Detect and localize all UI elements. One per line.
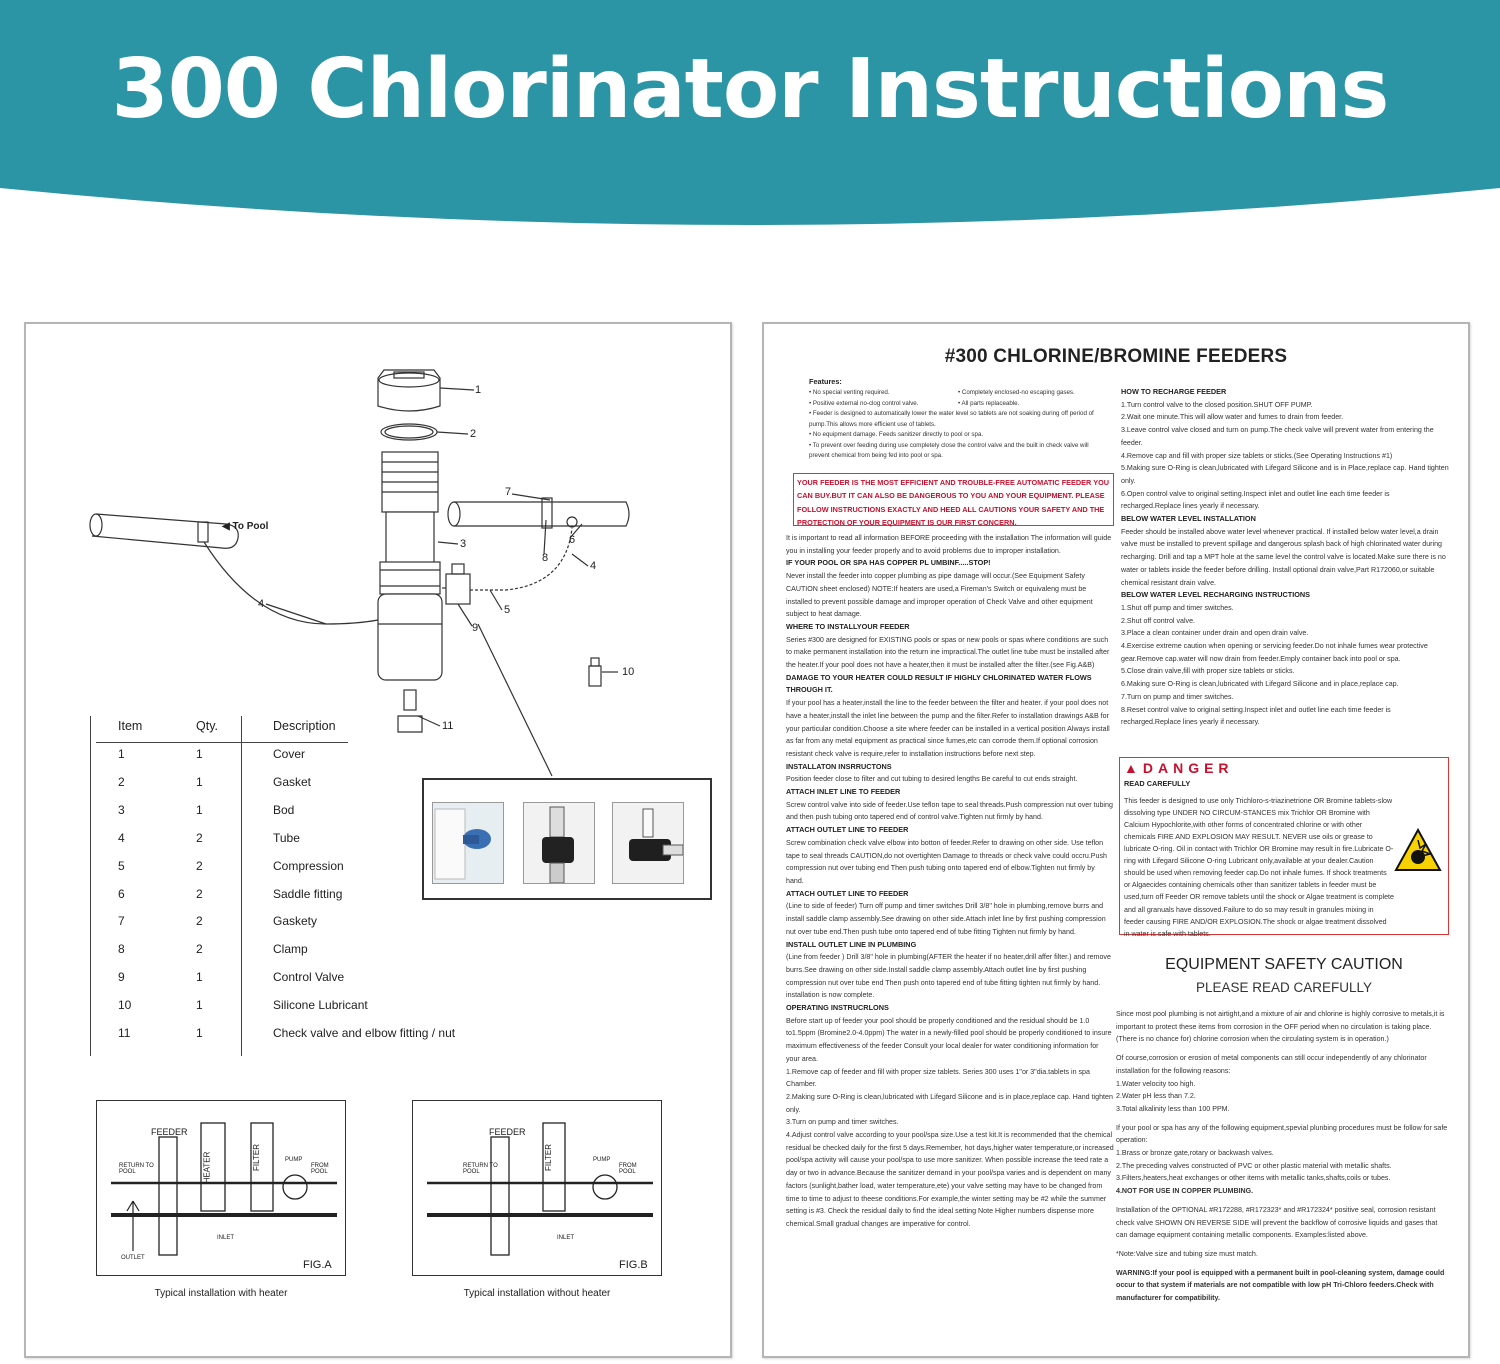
parts-diagram-sheet — [24, 322, 732, 1358]
paragraph: 6.Open control valve to original setting.Inspect inlet and outlet line each time feeder is recharged.Replace lines yearly if necessary. — [1121, 489, 1390, 511]
paragraph: 4.Exercise extreme caution when opening or servicing feeder.Do not inhale fumes wear protective gear.Remove cap.water will now drain from feeder.Emply container back into pool or spa. — [1121, 642, 1428, 663]
paragraph: 3.Leave control valve closed and turn on pump.The check valve will prevent water from entering the feeder. — [1121, 426, 1434, 447]
paragraph: 5.Making sure O-Ring is clean,lubricated with Lifegard Silicone and is in Place,replace cap. Hand tighten only. — [1121, 464, 1449, 485]
item-number: 10 — [118, 998, 132, 1013]
installation-without-heater-diagram — [413, 1101, 661, 1275]
caution-title: EQUIPMENT SAFETY CAUTION — [1165, 956, 1403, 973]
return-to-pool-label: RETURN TO POOL — [463, 1163, 498, 1175]
paragraph: If your pool or spa has any of the following equipment,spevial plunbing procedures must be follow for safe operation: — [1116, 1123, 1448, 1145]
paragraph: 4.Adjust control valve according to your pool/spa size.Use a test kit.It is recommended that the chemical residual be checked daily for the first 5 days.Remember, hot days,higher water temperature,or increased pool/spa activity will cause your pool/spa to use more sanitizer. When possible increase the teed rate a day or two in advance.Because the sanitizer demand in your pool/spa varies and is dependent on many factors (sunlight,bather load, water temperature,ete) your valve setting may have to be changed from time to time to adjust to theese conditions.For example,the winter setting may be #2 while the summer setting is #3. Check the residual daily to find the ideal setting Note Higher numbers dispense more chemical.Small gradual changes are imperative for control. — [786, 1131, 1114, 1228]
return-to-pool-label: RETURN TO POOL — [119, 1163, 154, 1175]
inlet-label: INLET — [217, 1235, 235, 1241]
section-heading: OPERATING INSTRUCRLONS — [786, 1003, 889, 1013]
paragraph: 8.Reset control valve to original setting.Inspect inlet and outlet line each time feeder is recharged.Replace lines yearly if necessary. — [1121, 705, 1391, 727]
description: Saddle fitting — [273, 886, 343, 901]
feature-item: • No equipment damage. Feeds sanitizer directly to pool or spa. — [809, 431, 984, 438]
explosion-hazard-icon — [1394, 828, 1442, 872]
paragraph: It is important to read all information BEFORE proceeding with the installation The information will guide you in installing your feeder properly and to avoid problems due to improper installation. — [786, 534, 1112, 555]
callout-8: 8 — [542, 552, 549, 564]
callout-5: 5 — [504, 604, 511, 616]
instructions-left-column — [786, 532, 1114, 1231]
figure-caption: Typical installation with heater — [154, 1288, 288, 1299]
column-header-qty: Qty. — [196, 719, 218, 733]
paragraph: 3.Turn on pump and timer switches. — [786, 1118, 899, 1127]
section-heading: BELOW WATER LEVEL INSTALLATION — [1121, 514, 1256, 524]
quantity: 2 — [196, 914, 203, 929]
section-heading: HOW TO RECHARGE FEEDER — [1121, 387, 1227, 396]
feature-item: • No special venting required. — [809, 389, 890, 396]
instructions-sheet — [762, 322, 1470, 1358]
description: Check valve and elbow fitting / nut — [273, 1026, 456, 1040]
caution-subtitle: PLEASE READ CAREFULLY — [1195, 980, 1373, 995]
quantity: 2 — [196, 858, 203, 873]
callout-4-left: 4 — [258, 598, 265, 610]
item-number: 6 — [118, 886, 125, 901]
feature-item: • To prevent over feeding during use completely close the control valve and the built in check valve will prevent chemical from being fed into pool or spa. — [809, 441, 1089, 459]
section-heading: INSTALLATON INSRRUCTONS — [786, 761, 892, 771]
instructions-right-column — [1121, 386, 1451, 729]
installation-with-heater-diagram — [97, 1101, 345, 1275]
valve-photo — [432, 802, 504, 884]
description: Clamp — [273, 942, 308, 957]
feature-item: • All parts replaceable. — [958, 399, 1020, 407]
paragraph: Position feeder close to filter and cut tubing to desired lengths Be careful to cut ends straight. — [786, 775, 1078, 784]
section-heading: INSTALL OUTLET LINE IN PLUMBING — [786, 939, 917, 949]
danger-title: ▲DANGER — [1124, 760, 1234, 776]
figure-a — [96, 1100, 346, 1276]
feature-item: • Positive external no-clog control valve. — [809, 399, 919, 407]
item-number: 9 — [118, 970, 125, 985]
page-title: 300 Chlorinator Instructions — [111, 42, 1389, 137]
outlet-label: OUTLET — [121, 1255, 145, 1261]
paragraph: Screw combination check valve elbow into botton of feeder.Refer to drawing on other side. Use teflon tape to seal threads CAUTION,do not overtighten Damage to threads or check valve could occru.Push compression nut over tubing end Then push tubing onto tapered end of elbow.Tighten nut firmly by hand. — [786, 838, 1107, 885]
filter-label: FILTER — [251, 1144, 261, 1171]
paragraph: 5.Close drain valve,fill with proper size tablets or sticks. — [1121, 667, 1295, 676]
filter-label: FILTER — [543, 1144, 553, 1171]
figure-tag: FIG.A — [303, 1259, 332, 1271]
item-number: 3 — [118, 802, 125, 817]
header-banner — [0, 0, 1500, 240]
to-pool-label: ◀ To Pool — [222, 521, 269, 532]
column-header-description: Description — [273, 719, 336, 733]
pump-label: PUMP — [593, 1157, 611, 1163]
features-heading: Features: — [809, 377, 842, 386]
heater-label: HEATER — [202, 1151, 212, 1184]
item-number: 4 — [118, 830, 125, 845]
paragraph: 1.Shut off pump and timer switches. — [1121, 603, 1234, 612]
pump-label: PUMP — [285, 1157, 303, 1163]
warning-box: YOUR FEEDER IS THE MOST EFFICIENT AND TROUBLE-FREE AUTOMATIC FEEDER YOU CAN BUY.BUT IT CAN ALSO BE DANGEROUS TO YOU AND YOUR EQUIPMENT. PLEASE FOLLOW INSTRUCTIONS EXACTLY AND HEED ALL CAUTIONS YOUR SAFETY AND THE PROTECTION OF YOUR EQUIPMENT IS OUR FIRST CONCERN. — [793, 473, 1114, 526]
description: Tube — [273, 830, 300, 845]
paragraph: 2.Wait one minute.This will allow water and fumes to drain from feeder. — [1121, 413, 1344, 422]
figure-tag: FIG.B — [619, 1259, 648, 1271]
from-pool-label: FROM POOL — [619, 1163, 637, 1175]
callout-2: 2 — [470, 428, 477, 440]
callout-1: 1 — [475, 384, 482, 396]
table-divider — [96, 742, 348, 743]
paragraph: Installation of the OPTIONAL #R172288, #R172323* and #R172324* positive seal, corrosion resistant check valve SHOWN ON REVERSE SIDE will prevent the backflow of corrosive liquids and gases that can damage equipment containing metallic components. Examples:listed above. — [1116, 1205, 1438, 1240]
quantity: 2 — [196, 886, 203, 901]
feature-item: • Completely enclosed-no escaping gases. — [958, 389, 1075, 396]
danger-box — [1119, 757, 1449, 938]
paragraph: 4.Remove cap and fill with proper size tablets or sticks.(See Operating Instructions #1) — [1121, 451, 1393, 460]
check-valve-photos — [422, 778, 712, 900]
item-number: 8 — [118, 942, 125, 957]
callout-7: 7 — [505, 486, 512, 498]
paragraph: 2.Making sure O-Ring is clean,lubricated with Lifegard Silicone and is in place,replace cap. Hand tighten only. — [786, 1092, 1113, 1114]
item-number: 2 — [118, 774, 125, 789]
quantity: 1 — [196, 1026, 203, 1040]
danger-subhead: READ CAREFULLY — [1124, 779, 1191, 788]
figure-caption: Typical installation without heater — [463, 1288, 611, 1299]
section-heading: ATTACH OUTLET LINE TO FEEDER — [786, 825, 909, 835]
paragraph: 2.Water pH less than 7.2. — [1116, 1092, 1196, 1101]
description: Silicone Lubricant — [273, 998, 368, 1013]
paragraph: Screw control valve into side of feeder.Use teflon tape to seal threads.Push compression nut over tubing and then push tubing onto tapered end of control valve.Tighten nut firmly by hand. — [786, 800, 1113, 822]
paragraph: 1.Turn control valve to the closed position.SHUT OFF PUMP. — [1121, 400, 1313, 409]
quantity: 1 — [196, 970, 203, 985]
paragraph: 2.The preceding valves constructed of PVC or other plastic material with metallic shafts. — [1116, 1161, 1392, 1170]
table-divider — [90, 716, 91, 1056]
table-divider — [241, 716, 242, 1056]
callout-11: 11 — [442, 720, 454, 732]
paragraph: 3.Place a clean container under drain and open drain valve. — [1121, 629, 1309, 638]
valve-photo — [612, 802, 684, 884]
paragraph: Feeder should be installed above water level whenever practical. If installed below water level,a drain valve must be installed to prevent spillage and dangerous splash back of high chlorinated water during recharging. Drill and tap a MPT hole at the same level the control valve is located.Make sure there is no water or tablets inside the feeder before drilling. Install optional drain valve,Part R172060,or suitable chemical resistant drain valve. — [1121, 527, 1446, 587]
callout-6: 6 — [569, 534, 576, 546]
item-number: 1 — [118, 747, 125, 761]
paragraph: *Note:Valve size and tubing size must match. — [1116, 1249, 1258, 1258]
sheet-title: #300 CHLORINE/BROMINE FEEDERS — [944, 346, 1288, 367]
paragraph: Before start up of feeder your pool should be properly conditioned and the residual should be 1.0 to1.5ppm (Bromine2.0-4.0ppm) The water in a newly-filled pool should be properly conditioned to insure maximum effectiveness of the feeder Consult your local dealer for water conditioning information for your area. — [786, 1016, 1112, 1063]
column-header-item: Item — [118, 719, 143, 733]
callout-9: 9 — [472, 622, 479, 634]
valve-photo — [523, 802, 595, 884]
paragraph: 7.Turn on pump and timer switches. — [1121, 692, 1234, 701]
paragraph: 6.Making sure O-Ring is clean,lubricated with Lifegard Silicone and in place,replace cap. — [1121, 680, 1399, 689]
danger-text: This feeder is designed to use only Trichloro-s-triazinetrione OR Bromine tablets-slow dissolving type UNDER NO CIRCUM-STANCES mix Trichlor OR Bromine with Calcium Hypochlorite,with other forms of concentrated chlorine or with other chemicals FIRE AND EXPLOSION MAY RESULT. NEVER use oils or grease to lubricate O-ring. Oil in contact with Trichlor OR Bromine may result in fire.Lubricate O-ring with Lifegard Silicone O-ring Lubricant only,available at your dealer.Caution should be used when removing feeder cap.Do not inhale fumes. If shock treatments or Algaecides containing chemicals other than sanitizer tablets in feeder must be used,turn off Feeder OR remove tablets until the shock or Algae treatment is complete and all granuals have dissoved.Failure to do so may result in granules mixing in feeder causing FIRE AND/OR EXPLOSION.The shock or algae treatment dissolved in water is safe with tablets. — [1124, 796, 1394, 938]
quantity: 2 — [196, 830, 203, 845]
description: Cover — [273, 747, 306, 761]
paragraph: Series #300 are designed for EXISTING pools or spas or new pools or spas where conditions are such to make permanent installation into the return ine impractical.The outlet line tube must be installed after the heater.If your pool does not have a heater,then it must be installed after the filter.(see Fig.A&B) — [786, 635, 1110, 670]
from-pool-label: FROM POOL — [311, 1163, 329, 1175]
callout-10: 10 — [622, 666, 635, 678]
paragraph: 3.Total alkalinity less than 100 PPM. — [1116, 1104, 1230, 1113]
section-heading: BELOW WATER LEVEL RECHARGING INSTRUCTIONS — [1121, 590, 1311, 600]
callout-4-right: 4 — [590, 560, 597, 572]
quantity: 1 — [196, 747, 203, 761]
paragraph: Since most pool plumbing is not airtight,and a mixture of air and chlorine is highly corrosive to metals,it is important to protect these items from corrosion in the OFF period when no circulation is taking place. (There is no chance for) chlorine corrosion when the circulating system is in operation.) — [1116, 1010, 1445, 1044]
paragraph: 1.Water velocity too high. — [1116, 1079, 1196, 1088]
paragraph: Never install the feeder into copper plumbing as pipe damage will occur.(See Equipment Safety CAUTION sheet enclosed) NOTE:If heaters are used,a Fireman's Switch or equivaleng must be installed to prevent possible damage and improper operation of Check Valve and other equipment subject to heat damage. — [786, 572, 1093, 619]
item-number: 7 — [118, 914, 125, 929]
paragraph: 1.Remove cap of feeder and fill with proper size tablets. Series 300 uses 1"or 3"dia.tablets in spa Chamber. — [786, 1067, 1090, 1089]
section-heading: ATTACH OUTLET LINE TO FEEDER — [786, 888, 909, 898]
paragraph: 4.NOT FOR USE IN COPPER PLUMBING. — [1116, 1187, 1254, 1196]
quantity: 1 — [196, 998, 203, 1013]
feeder-label: FEEDER — [489, 1127, 526, 1137]
features-list-right — [958, 388, 1108, 409]
inlet-label: INLET — [557, 1235, 575, 1241]
feeder-label: FEEDER — [151, 1127, 188, 1137]
figure-b — [412, 1100, 662, 1276]
section-heading: ATTACH INLET LINE TO FEEDER — [786, 787, 901, 797]
paragraph: Of course,corrosion or erosion of metal components can still occur independently of any chlorinator installation for the following reasons: — [1116, 1054, 1427, 1075]
section-heading: DAMAGE TO YOUR HEATER COULD RESULT IF HIGHLY CHLORINATED WATER FLOWS THROUGH IT. — [786, 672, 1092, 695]
feature-item: • Feeder is designed to automatically lower the water level so tablets are not soaking during off period of pump.This allows more efficient use of tablets. — [809, 410, 1094, 428]
description: Control Valve — [273, 970, 345, 985]
quantity: 1 — [196, 802, 203, 817]
paragraph: (Line to side of feeder) Turn off pump and timer switches Drill 3/8" hole in plumbing,remove burrs and install saddle clamp assembly.See drawing on other side.Attach inlet line by first pushing compression nut over tube end.Then push tube onto tapered end of tube fitting Tighten nut firmly by hand. — [786, 902, 1106, 936]
section-heading: IF YOUR POOL OR SPA HAS COPPER PL UMBINF.....STOP! — [786, 558, 991, 568]
item-number: 5 — [118, 858, 125, 873]
quantity: 1 — [196, 774, 203, 789]
quantity: 2 — [196, 942, 203, 957]
section-heading: WHERE TO INSTALLYOUR FEEDER — [786, 621, 910, 631]
paragraph: WARNING:If your pool is equipped with a permanent built in pool-cleaning system, damage could occur to that system if materials are not compatible with low pH Tri-Chloro feeders.Check with manufacturer for compatibility. — [1116, 1268, 1445, 1303]
description: Compression — [273, 858, 344, 873]
callout-3: 3 — [460, 538, 467, 550]
paragraph: 2.Shut off control valve. — [1121, 616, 1196, 625]
paragraph: 1.Brass or bronze gate,rotary or backwash valves. — [1116, 1149, 1274, 1158]
description: Gasket — [273, 774, 312, 789]
item-number: 11 — [118, 1026, 131, 1040]
paragraph: 3.Filters,heaters,heat exchanges or other items with metallic tanks,shafts,coils or tubes. — [1116, 1174, 1391, 1183]
paragraph: (Line from feeder ) Drill 3/8" hole in plumbing(AFTER the heater if no heater,drill affer filter.) and remove burrs.See drawing on other side.Install saddle clamp assembly.Attach outlet line by first pushing compression nut over tube end Then push onto tapered end of tube fitting tighten nut firmly by hand. installation is now complete. — [786, 953, 1111, 1000]
caution-text — [1116, 1008, 1450, 1305]
description: Gaskety — [273, 914, 318, 929]
paragraph: If your pool has a heater,install the line to the feeder between the filter and heater. if your pool does not have a heater,install the inlet line between the pump and the filter.Refer to installation drawings A&B for your particular condition.Choose a site where feeder can be installed in a vertical position Always install as far from any metal equipment as practical since fumes,etc can corrode them.If optional corrosion resistant check valve is require,refer to installation instructions before next step. — [786, 699, 1110, 758]
description: Bod — [273, 802, 295, 817]
